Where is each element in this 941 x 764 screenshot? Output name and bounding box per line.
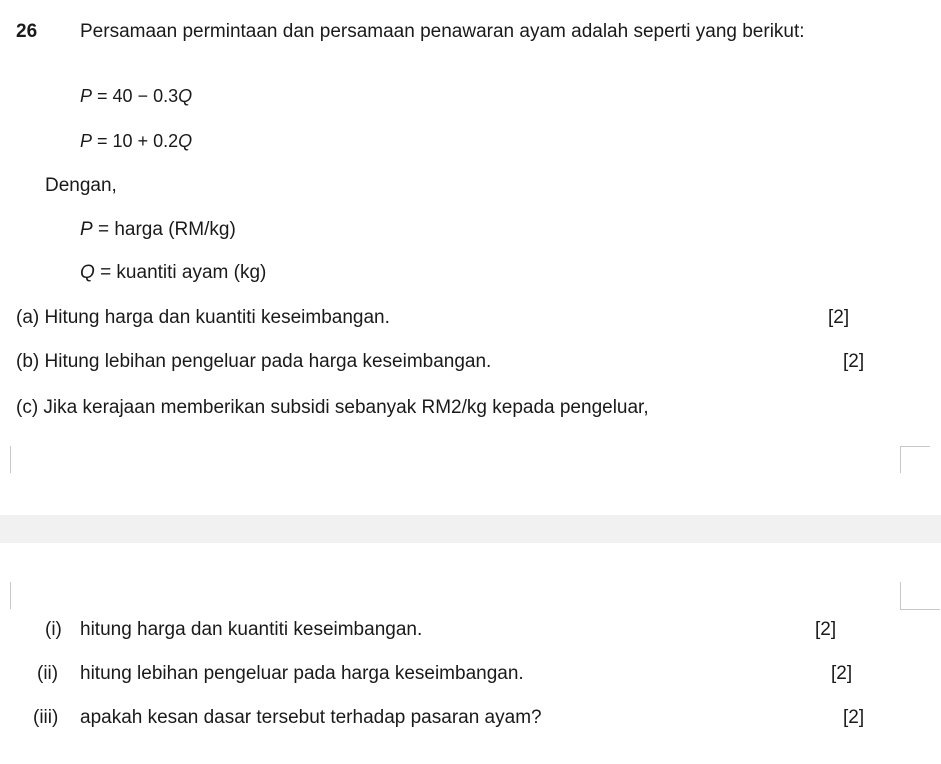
subpart-i-text: hitung harga dan kuantiti keseimbangan. [80,619,423,640]
page-corner-right-bottom-v [900,582,901,609]
page-corner-right-top-v [900,446,901,473]
eq-var-q: Q [178,131,193,151]
subpart-i-marks: [2] [815,619,837,640]
eq-rhs: = 10 + 0.2 [97,131,179,151]
def-text: = kuantiti ayam (kg) [100,262,267,283]
page-corner-right-top-h [900,446,930,447]
page-corner-left-bottom [10,582,11,609]
part-c-label: (c) Jika kerajaan memberikan subsidi sebanyak RM2/kg kepada pengeluar, [16,397,649,418]
subpart-iii-text: apakah kesan dasar tersebut terhadap pasaran ayam? [80,707,542,728]
eq-var-p: P [80,86,93,106]
part-a-label: (a) Hitung harga dan kuantiti keseimbangan. [16,307,390,328]
def-text: = harga (RM/kg) [97,219,236,240]
part-b-label: (b) Hitung lebihan pengeluar pada harga keseimbangan. [16,351,492,372]
def-var: Q [80,262,95,283]
subpart-iii-marks: [2] [843,707,865,728]
question-number: 26 [16,21,38,42]
subpart-ii-text: hitung lebihan pengeluar pada harga keseimbangan. [80,663,524,684]
eq-var-p: P [80,131,93,151]
part-b-marks: [2] [843,351,865,372]
where-label: Dengan, [45,175,117,196]
eq-rhs: = 40 − 0.3 [97,86,179,106]
demand-equation [80,84,192,108]
subpart-ii-roman: (ii) [37,663,59,684]
part-a-marks: [2] [828,307,850,328]
page-corner-right-bottom-h [900,609,940,610]
definition-quantity [80,261,266,285]
subpart-i-roman: (i) [45,619,62,640]
question-intro: Persamaan permintaan dan persamaan penawaran ayam adalah seperti yang berikut: [80,21,805,42]
supply-equation [80,129,192,153]
subpart-iii-roman: (iii) [33,707,59,728]
page-break [0,515,941,543]
eq-var-q: Q [178,86,193,106]
subpart-ii-marks: [2] [831,663,853,684]
definition-price [80,218,236,242]
page-corner-left-top [10,446,11,473]
def-var: P [80,219,93,240]
